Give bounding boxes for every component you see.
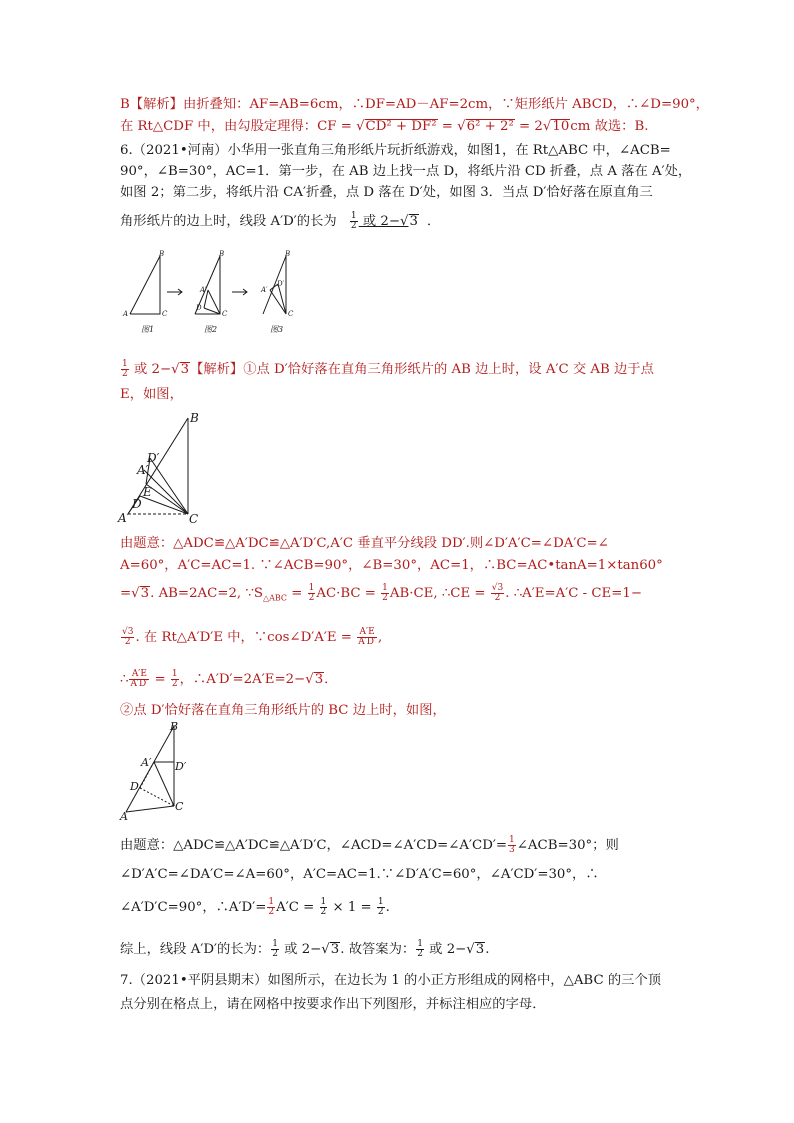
- text-span: 角形纸片的边上时，线段 A′D′的长为: [120, 214, 337, 229]
- label-A: A: [123, 310, 129, 318]
- label-B: B: [285, 250, 291, 258]
- label-C: C: [162, 310, 168, 318]
- solution-line: ∠A′D′C=90°，∴A′D′= $\frac{1}{2}$ A′C = $\frac{1}{2}$ × 1 = $\frac{1}{2}$ .: [120, 897, 390, 917]
- caption-fig2: 图2: [204, 325, 218, 334]
- question-line: [120, 212, 440, 231]
- label-Dp: D′: [277, 280, 285, 288]
- solution-line: ∴ $\frac{A'E}{A'D'}$ = $\frac{1}{2}$ ，∴A′D′=2A′E=2−√3．: [120, 669, 338, 689]
- answer-blank: $\frac{1}{2}$ 或 2−√3: [350, 211, 418, 231]
- text-span: = 2: [514, 119, 543, 134]
- radicand: 3: [180, 362, 190, 377]
- label-B: B: [170, 720, 179, 733]
- label-Ap: A′: [118, 511, 130, 525]
- caption-fig3: 图3: [270, 325, 284, 334]
- solution-line: $\frac{1}{2}$ 或 2−√3【解析】①点 D′恰好落在直角三角形纸片的 AB 边上时，设 A′C 交 AB 边于点: [122, 359, 654, 379]
- label-D: D: [130, 780, 139, 793]
- text-span: 如图 2；第二步，将纸片沿 CA′折叠，点 D 落在 D′处，如图 3．当点 D′恰好落在原直角三: [120, 185, 653, 200]
- label-B: B: [219, 250, 225, 258]
- text-span: 在 Rt△CDF 中，由勾股定理得：CF =: [120, 119, 357, 134]
- text-line: 在 Rt△CDF 中，由勾股定理得：CF = √CD² + DF² = √6² + 2² = 2√10cm 故选：B.: [120, 119, 649, 134]
- label-D: D: [132, 497, 142, 511]
- radicand: 10: [552, 119, 570, 134]
- label-C: C: [189, 512, 199, 526]
- text-span: 90°，∠B=30°，AC=1．第一步，在 AB 边上找一点 D，将纸片沿 CD 折叠，点 A 落在 A′处，: [120, 164, 692, 179]
- label-Dp: D′: [147, 451, 160, 465]
- text-span: 6.（2021•河南）小华用一张直角三角形纸片玩折纸游戏，如图1，在 Rt△ABC 中，∠ACB=: [120, 143, 671, 158]
- text-span: =: [437, 119, 458, 134]
- fold-figures-1-2-3: [120, 250, 310, 340]
- figure-case-1: [116, 410, 206, 528]
- solution-line: 综上，线段 A′D′的长为： $\frac{1}{2}$ 或 2−√3. 故答案为： $\frac{1}{2}$ 或 2−√3.: [120, 939, 490, 959]
- text-span: 【解析】①点 D′恰好落在直角三角形纸片的 AB 边上时，设 A′C 交 AB 边于点: [190, 362, 654, 377]
- question-line: [120, 996, 546, 1014]
- label-Ap: A′: [141, 756, 152, 769]
- text-span: 或 2−: [129, 362, 172, 377]
- label-B: B: [159, 250, 165, 258]
- text-span: 7.（2021•平阴县期末）如图所示，在边长为 1 的小正方形组成的网格中，△ABC 的三个顶: [120, 973, 662, 988]
- solution-line: [120, 557, 663, 575]
- label-Ap: A′: [137, 463, 149, 477]
- text-span: E，如图，: [120, 387, 183, 402]
- fraction: $\frac{1}{2}$: [350, 211, 357, 231]
- label-C: C: [222, 310, 228, 318]
- radicand: 6² + 2²: [466, 119, 514, 134]
- label-Ap: A′: [261, 286, 268, 294]
- label-C: C: [288, 310, 294, 318]
- solution-line: $\frac{√3}{2}$ . 在 Rt△A′D′E 中，∵cos∠D′A′E = $\frac{A'E}{A'D'}$ ,: [122, 627, 383, 647]
- text-span: cm 故选：B.: [570, 119, 649, 134]
- text-span: ．: [426, 214, 441, 229]
- question-line: [120, 142, 671, 160]
- label-A: A: [120, 810, 128, 822]
- figure-case-2: [116, 720, 196, 822]
- text-span: ②点 D′恰好落在直角三角形纸片的 BC 边上时，如图，: [120, 703, 446, 718]
- solution-line: [120, 866, 599, 884]
- radicand: CD² + DF²: [365, 119, 437, 134]
- question-line: [120, 972, 661, 990]
- text-span: 点分别在格点上，请在网格中按要求作出下列图形，并标注相应的字母．: [120, 997, 546, 1012]
- caption-fig1: 图1: [141, 325, 155, 334]
- label-C: C: [175, 800, 184, 813]
- label-E: E: [143, 485, 152, 499]
- solution-line: [120, 386, 183, 404]
- label-Ap: A′: [200, 286, 207, 294]
- solution-line: 由题意：△ADC≌△A′DC≌△A′D′C，∠ACD=∠A′CD=∠A′CD′= $\frac{1}{3}$ ∠ACB=30°；则: [120, 835, 619, 855]
- label-Dp: D′: [175, 760, 187, 773]
- answer-text: B【解析】由折叠知：AF=AB=6cm，∴DF=AD－AF=2cm，∵矩形纸片 ABCD，∴∠D=90°，: [120, 97, 709, 112]
- question-line: [120, 184, 653, 202]
- solution-line: [120, 535, 609, 553]
- text-line: [120, 96, 709, 114]
- label-B: B: [190, 411, 199, 425]
- solution-line: =√3. AB=2AC=2, $\because S_{\triangle ABC}$ = $\frac{1}{2}$ AC·BC = $\frac{1}{2}$ AB·CE, ∴CE = $\frac{√3}{2}$ . ∴A′E=A′C - CE=1−: [120, 583, 642, 603]
- solution-line: [120, 702, 446, 720]
- text-span: 由题意：△ADC≌△A′DC≌△A′D′C,A′C 垂直平分线段 DD′.则∠D′A′C=∠DA′C=∠: [120, 536, 609, 551]
- text-span: A=60°，A′C=AC=1. ∵∠ACB=90°，∠B=30°，AC=1，∴BC=AC•tanA=1×tan60°: [120, 558, 663, 573]
- question-line: [120, 163, 691, 181]
- fraction: $\frac{1}{2}$: [122, 359, 128, 379]
- label-D: D: [196, 304, 202, 312]
- text-span: ∠D′A′C=∠DA′C=∠A=60°，A′C=AC=1.∵∠D′A′C=60°，∠A′CD′=30°，∴: [120, 867, 599, 882]
